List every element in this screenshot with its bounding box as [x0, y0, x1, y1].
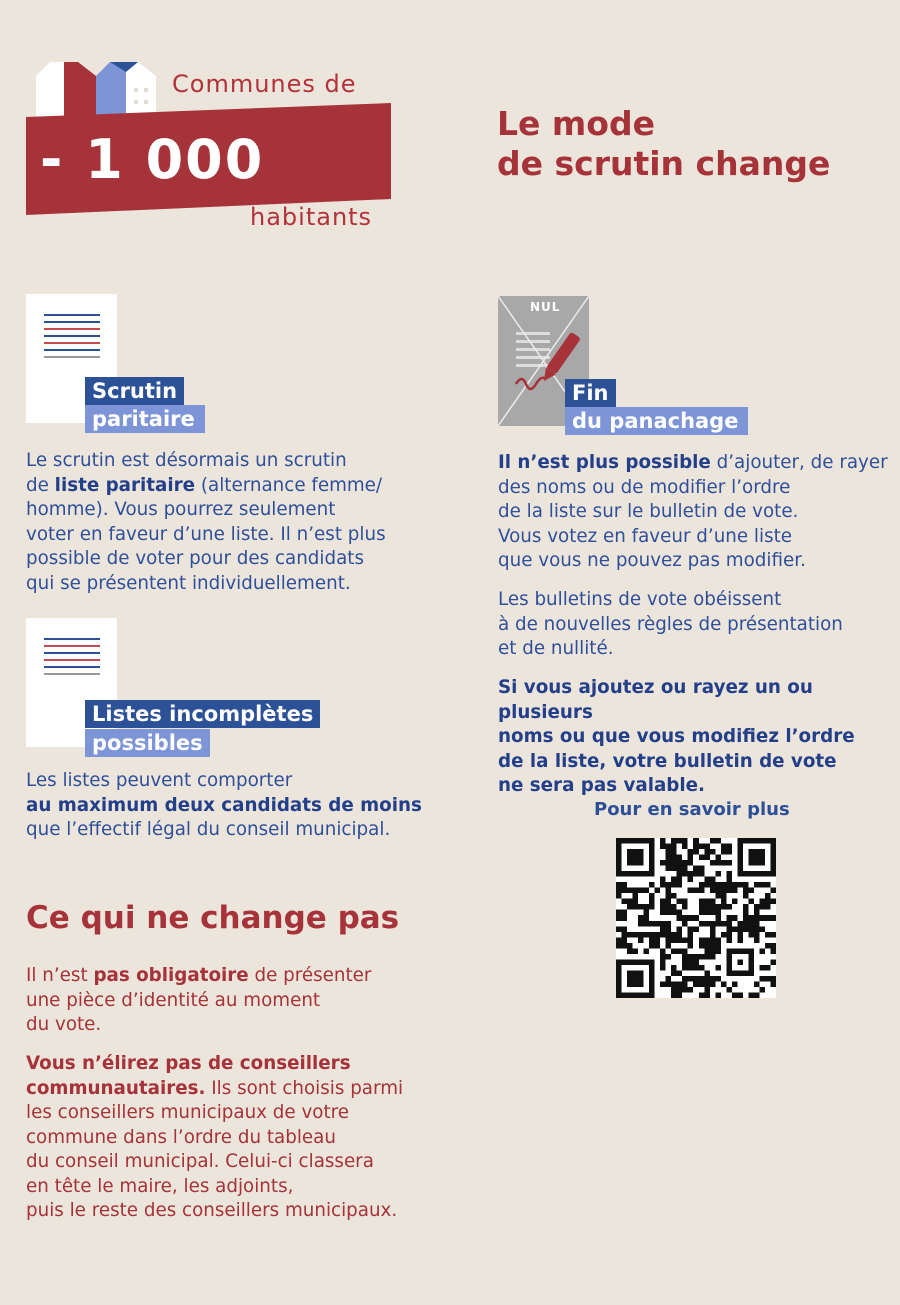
page-title-line2: de scrutin change: [497, 144, 831, 183]
panachage-warning: [498, 676, 898, 799]
text-line: Si vous ajoutez ou rayez un ou plusieurs: [498, 677, 813, 723]
listes-incompletes-text: [26, 769, 446, 843]
text-line: [26, 1052, 456, 1077]
text-line: [26, 1077, 456, 1102]
text-line: voter en faveur d’une liste. Il n’est plus: [26, 523, 386, 545]
text-bold: Vous n’élirez pas de conseillers: [26, 1053, 351, 1074]
text-line: puis le reste des conseillers municipaux.: [26, 1200, 398, 1221]
tag-possibles: possibles: [85, 729, 210, 757]
text-line: [498, 451, 898, 476]
text-line: Le scrutin est désormais un scrutin: [26, 450, 347, 471]
text-line: Les bulletins de vote obéissent: [498, 589, 782, 610]
header-line1: Communes de: [172, 70, 357, 98]
text-line: des noms ou de modifier l’ordre: [498, 476, 791, 498]
text-line: que l’effectif légal du conseil municipal.: [26, 819, 391, 840]
text-line: de la liste, votre bulletin de vote: [498, 750, 837, 772]
panachage-text-2: [498, 588, 898, 662]
text-span: (alternance femme/: [195, 474, 383, 496]
text-line: ne sera pas valable.: [498, 775, 705, 796]
text-bold: au maximum deux candidats de moins: [26, 794, 422, 816]
text-line: noms ou que vous modifiez l’ordre: [498, 726, 855, 747]
text-line: de la liste sur le bulletin de vote.: [498, 501, 799, 522]
scrutin-paritaire-text: [26, 449, 446, 596]
text-line: homme). Vous pourrez seulement: [26, 499, 336, 520]
header-line3: habitants: [250, 203, 373, 231]
qr-code-icon[interactable]: [616, 838, 776, 998]
page-title: [497, 104, 830, 184]
tag-scrutin: Scrutin: [85, 377, 184, 405]
text-line: du conseil municipal. Celui-ci classera: [26, 1151, 374, 1172]
text-span: Ils sont choisis parmi: [205, 1077, 404, 1099]
text-bold: liste paritaire: [54, 474, 196, 496]
tag-du-panachage: du panachage: [565, 407, 748, 435]
text-bold: Il n’est plus possible: [498, 452, 711, 473]
text-bold: pas obligatoire: [93, 965, 249, 986]
page-title-line1: Le mode: [497, 104, 655, 143]
text-line: du vote.: [26, 1014, 102, 1035]
tag-listes-incompletes: Listes incomplètes: [85, 700, 320, 728]
null-label: NUL: [530, 300, 561, 314]
more-info-label: Pour en savoir plus: [594, 799, 790, 820]
text-line: les conseillers municipaux de votre: [26, 1102, 350, 1123]
panachage-text-1: [498, 451, 898, 574]
section-title-unchanged: Ce qui ne change pas: [26, 900, 400, 936]
text-line: en tête le maire, les adjoints,: [26, 1175, 294, 1197]
text-line: [26, 474, 446, 499]
tag-fin: Fin: [565, 379, 616, 407]
text-span: Il n’est: [26, 965, 94, 986]
unchanged-text-2: [26, 1052, 456, 1224]
text-line: possible de voter pour des candidats: [26, 548, 364, 569]
text-line: et de nullité.: [498, 638, 614, 659]
text-span: de: [26, 474, 55, 496]
text-line: à de nouvelles règles de présentation: [498, 613, 843, 635]
text-line: Vous votez en faveur d’une liste: [498, 525, 793, 547]
unchanged-text-1: [26, 964, 446, 1038]
text-line: Les listes peuvent comporter: [26, 770, 293, 791]
text-line: qui se présentent individuellement.: [26, 572, 351, 594]
text-line: que vous ne pouvez pas modifier.: [498, 550, 806, 571]
text-line: commune dans l’ordre du tableau: [26, 1126, 336, 1148]
text-line: [26, 794, 446, 819]
text-span: de présenter: [248, 965, 372, 986]
text-line: [26, 964, 446, 989]
text-span: d’ajouter, de rayer: [710, 452, 888, 473]
tag-paritaire: paritaire: [85, 405, 205, 433]
text-bold: communautaires.: [26, 1077, 206, 1099]
text-line: une pièce d’identité au moment: [26, 989, 321, 1011]
header-number: - 1 000: [40, 128, 265, 191]
